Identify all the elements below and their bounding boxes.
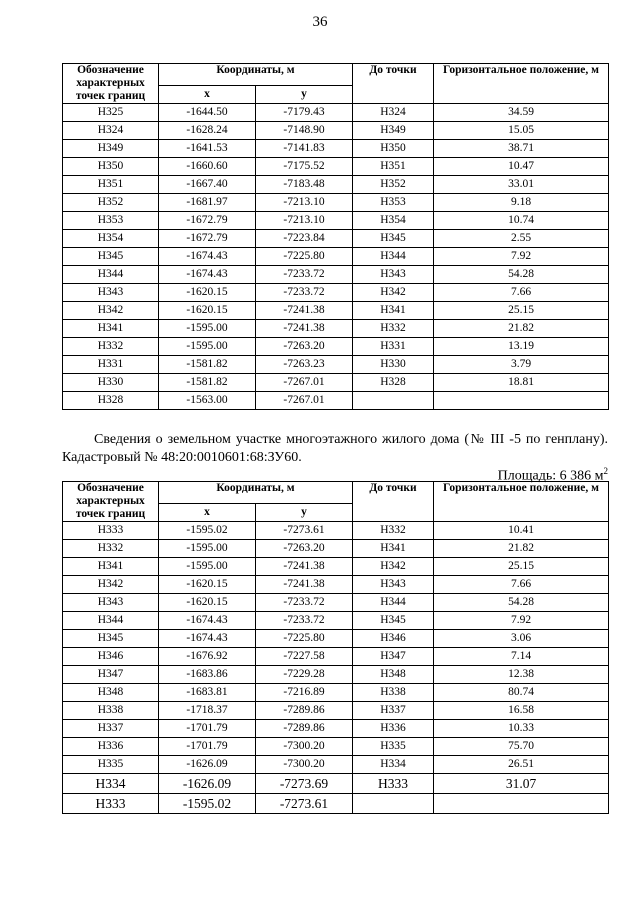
to-point-cell: Н335 — [353, 738, 434, 756]
header-horizontal: Горизонтальное положение, м — [434, 482, 609, 522]
distance-cell: 10.41 — [434, 522, 609, 540]
table-row — [63, 774, 609, 794]
point-cell: Н349 — [63, 140, 159, 158]
distance-cell: 10.33 — [434, 720, 609, 738]
y-cell: -7241.38 — [256, 558, 353, 576]
header-horizontal: Горизонтальное положение, м — [434, 64, 609, 104]
x-cell: -1595.00 — [159, 338, 256, 356]
table-row — [63, 720, 609, 738]
y-cell: -7175.52 — [256, 158, 353, 176]
point-cell: Н336 — [63, 738, 159, 756]
to-point-cell: Н331 — [353, 338, 434, 356]
to-point-cell: Н352 — [353, 176, 434, 194]
distance-cell — [434, 794, 609, 814]
x-cell: -1595.00 — [159, 320, 256, 338]
y-cell: -7263.20 — [256, 540, 353, 558]
to-point-cell: Н348 — [353, 666, 434, 684]
x-cell: -1620.15 — [159, 284, 256, 302]
to-point-cell: Н346 — [353, 630, 434, 648]
header-x: x — [159, 85, 256, 103]
distance-cell: 3.79 — [434, 356, 609, 374]
distance-cell: 2.55 — [434, 230, 609, 248]
y-cell: -7225.80 — [256, 630, 353, 648]
point-cell: Н344 — [63, 612, 159, 630]
y-cell: -7273.61 — [256, 522, 353, 540]
y-cell: -7241.38 — [256, 320, 353, 338]
table-row — [63, 522, 609, 540]
table-row — [63, 302, 609, 320]
table-row — [63, 558, 609, 576]
distance-cell: 34.59 — [434, 104, 609, 122]
distance-cell: 18.81 — [434, 374, 609, 392]
distance-cell: 13.19 — [434, 338, 609, 356]
point-cell: Н345 — [63, 630, 159, 648]
y-cell: -7289.86 — [256, 702, 353, 720]
x-cell: -1674.43 — [159, 248, 256, 266]
x-cell: -1681.97 — [159, 194, 256, 212]
table-row — [63, 212, 609, 230]
to-point-cell: Н342 — [353, 558, 434, 576]
to-point-cell: Н330 — [353, 356, 434, 374]
x-cell: -1683.81 — [159, 684, 256, 702]
table-row — [63, 576, 609, 594]
table-row — [63, 248, 609, 266]
to-point-cell: Н350 — [353, 140, 434, 158]
x-cell: -1701.79 — [159, 720, 256, 738]
table-row — [63, 266, 609, 284]
distance-cell: 16.58 — [434, 702, 609, 720]
x-cell: -1595.02 — [159, 522, 256, 540]
point-cell: Н341 — [63, 558, 159, 576]
table-row — [63, 612, 609, 630]
distance-cell: 7.14 — [434, 648, 609, 666]
y-cell: -7263.20 — [256, 338, 353, 356]
table-row — [63, 284, 609, 302]
point-cell: Н346 — [63, 648, 159, 666]
y-cell: -7267.01 — [256, 392, 353, 410]
distance-cell: 7.66 — [434, 284, 609, 302]
to-point-cell: Н343 — [353, 576, 434, 594]
x-cell: -1644.50 — [159, 104, 256, 122]
x-cell: -1581.82 — [159, 374, 256, 392]
distance-cell: 25.15 — [434, 558, 609, 576]
y-cell: -7229.28 — [256, 666, 353, 684]
boundary-points-table-1 — [62, 63, 609, 410]
table-row — [63, 374, 609, 392]
point-cell: Н330 — [63, 374, 159, 392]
x-cell: -1595.00 — [159, 540, 256, 558]
y-cell: -7263.23 — [256, 356, 353, 374]
point-cell: Н325 — [63, 104, 159, 122]
x-cell: -1563.00 — [159, 392, 256, 410]
x-cell: -1674.43 — [159, 630, 256, 648]
distance-cell: 10.74 — [434, 212, 609, 230]
y-cell: -7148.90 — [256, 122, 353, 140]
table-row — [63, 794, 609, 814]
y-cell: -7233.72 — [256, 266, 353, 284]
to-point-cell — [353, 794, 434, 814]
y-cell: -7227.58 — [256, 648, 353, 666]
distance-cell: 75.70 — [434, 738, 609, 756]
to-point-cell: Н343 — [353, 266, 434, 284]
point-cell: Н352 — [63, 194, 159, 212]
distance-cell: 7.92 — [434, 248, 609, 266]
y-cell: -7141.83 — [256, 140, 353, 158]
x-cell: -1660.60 — [159, 158, 256, 176]
to-point-cell: Н334 — [353, 756, 434, 774]
distance-cell: 25.15 — [434, 302, 609, 320]
to-point-cell: Н333 — [353, 774, 434, 794]
y-cell: -7223.84 — [256, 230, 353, 248]
to-point-cell: Н341 — [353, 540, 434, 558]
y-cell: -7300.20 — [256, 738, 353, 756]
to-point-cell: Н332 — [353, 320, 434, 338]
x-cell: -1595.02 — [159, 794, 256, 814]
distance-cell: 9.18 — [434, 194, 609, 212]
y-cell: -7273.61 — [256, 794, 353, 814]
header-coordinates: Координаты, м — [159, 482, 353, 504]
distance-cell: 7.92 — [434, 612, 609, 630]
x-cell: -1626.09 — [159, 756, 256, 774]
x-cell: -1641.53 — [159, 140, 256, 158]
x-cell: -1683.86 — [159, 666, 256, 684]
table-row — [63, 230, 609, 248]
to-point-cell: Н332 — [353, 522, 434, 540]
to-point-cell: Н338 — [353, 684, 434, 702]
x-cell: -1676.92 — [159, 648, 256, 666]
to-point-cell: Н349 — [353, 122, 434, 140]
y-cell: -7241.38 — [256, 302, 353, 320]
y-cell: -7241.38 — [256, 576, 353, 594]
y-cell: -7213.10 — [256, 194, 353, 212]
point-cell: Н334 — [63, 774, 159, 794]
y-cell: -7213.10 — [256, 212, 353, 230]
x-cell: -1672.79 — [159, 230, 256, 248]
header-y: y — [256, 85, 353, 103]
distance-cell: 12.38 — [434, 666, 609, 684]
header-designation: Обозначение характерных точек границ — [63, 64, 159, 104]
distance-cell: 80.74 — [434, 684, 609, 702]
point-cell: Н328 — [63, 392, 159, 410]
y-cell: -7300.20 — [256, 756, 353, 774]
header-x: x — [159, 503, 256, 521]
header-designation: Обозначение характерных точек границ — [63, 482, 159, 522]
point-cell: Н344 — [63, 266, 159, 284]
x-cell: -1620.15 — [159, 594, 256, 612]
distance-cell: 10.47 — [434, 158, 609, 176]
y-cell: -7267.01 — [256, 374, 353, 392]
table-2-body — [63, 522, 609, 814]
x-cell: -1581.82 — [159, 356, 256, 374]
table-row — [63, 320, 609, 338]
boundary-points-table-2 — [62, 481, 609, 814]
area-unit-superscript: 2 — [603, 466, 608, 476]
table-row — [63, 392, 609, 410]
x-cell: -1667.40 — [159, 176, 256, 194]
distance-cell: 21.82 — [434, 320, 609, 338]
point-cell: Н332 — [63, 540, 159, 558]
to-point-cell: Н342 — [353, 284, 434, 302]
point-cell: Н331 — [63, 356, 159, 374]
distance-cell: 26.51 — [434, 756, 609, 774]
x-cell: -1628.24 — [159, 122, 256, 140]
y-cell: -7233.72 — [256, 284, 353, 302]
table-1-body — [63, 104, 609, 410]
page-number: 36 — [312, 14, 328, 30]
table-row — [63, 140, 609, 158]
to-point-cell: Н351 — [353, 158, 434, 176]
to-point-cell: Н344 — [353, 594, 434, 612]
table-row — [63, 122, 609, 140]
table-row — [63, 666, 609, 684]
x-cell: -1718.37 — [159, 702, 256, 720]
to-point-cell: Н345 — [353, 612, 434, 630]
point-cell: Н354 — [63, 230, 159, 248]
header-to-point: До точки — [353, 482, 434, 522]
point-cell: Н343 — [63, 594, 159, 612]
to-point-cell: Н328 — [353, 374, 434, 392]
table-row — [63, 630, 609, 648]
distance-cell — [434, 392, 609, 410]
point-cell: Н348 — [63, 684, 159, 702]
table-row — [63, 738, 609, 756]
x-cell: -1620.15 — [159, 302, 256, 320]
distance-cell: 31.07 — [434, 774, 609, 794]
x-cell: -1672.79 — [159, 212, 256, 230]
y-cell: -7289.86 — [256, 720, 353, 738]
point-cell: Н335 — [63, 756, 159, 774]
point-cell: Н353 — [63, 212, 159, 230]
point-cell: Н337 — [63, 720, 159, 738]
distance-cell: 54.28 — [434, 266, 609, 284]
point-cell: Н347 — [63, 666, 159, 684]
y-cell: -7179.43 — [256, 104, 353, 122]
point-cell: Н342 — [63, 302, 159, 320]
point-cell: Н351 — [63, 176, 159, 194]
table-row — [63, 684, 609, 702]
distance-cell: 38.71 — [434, 140, 609, 158]
point-cell: Н333 — [63, 794, 159, 814]
to-point-cell: Н344 — [353, 248, 434, 266]
x-cell: -1674.43 — [159, 612, 256, 630]
point-cell: Н345 — [63, 248, 159, 266]
table-row — [63, 756, 609, 774]
header-coordinates: Координаты, м — [159, 64, 353, 86]
table-row — [63, 104, 609, 122]
table-row — [63, 648, 609, 666]
y-cell: -7273.69 — [256, 774, 353, 794]
to-point-cell: Н347 — [353, 648, 434, 666]
area-value: Площадь: 6 386 м — [497, 468, 604, 484]
table-row — [63, 594, 609, 612]
x-cell: -1620.15 — [159, 576, 256, 594]
land-plot-description: Сведения о земельном участке многоэтажного жилого дома (№ III -5 по генплану). Кадастровый № 48:20:0010601:68:ЗУ60. — [62, 432, 608, 465]
point-cell: Н342 — [63, 576, 159, 594]
point-cell: Н338 — [63, 702, 159, 720]
table-row — [63, 702, 609, 720]
y-cell: -7183.48 — [256, 176, 353, 194]
y-cell: -7233.72 — [256, 594, 353, 612]
to-point-cell: Н345 — [353, 230, 434, 248]
distance-cell: 7.66 — [434, 576, 609, 594]
header-to-point: До точки — [353, 64, 434, 104]
y-cell: -7225.80 — [256, 248, 353, 266]
table-row — [63, 194, 609, 212]
distance-cell: 21.82 — [434, 540, 609, 558]
x-cell: -1595.00 — [159, 558, 256, 576]
table-row — [63, 176, 609, 194]
x-cell: -1674.43 — [159, 266, 256, 284]
to-point-cell: Н337 — [353, 702, 434, 720]
point-cell: Н341 — [63, 320, 159, 338]
table-row — [63, 338, 609, 356]
distance-cell: 3.06 — [434, 630, 609, 648]
x-cell: -1626.09 — [159, 774, 256, 794]
y-cell: -7233.72 — [256, 612, 353, 630]
point-cell: Н343 — [63, 284, 159, 302]
table-row — [63, 540, 609, 558]
to-point-cell: Н354 — [353, 212, 434, 230]
header-y: y — [256, 503, 353, 521]
x-cell: -1701.79 — [159, 738, 256, 756]
to-point-cell: Н336 — [353, 720, 434, 738]
distance-cell: 54.28 — [434, 594, 609, 612]
point-cell: Н333 — [63, 522, 159, 540]
to-point-cell: Н341 — [353, 302, 434, 320]
distance-cell: 15.05 — [434, 122, 609, 140]
point-cell: Н324 — [63, 122, 159, 140]
to-point-cell — [353, 392, 434, 410]
distance-cell: 33.01 — [434, 176, 609, 194]
table-row — [63, 356, 609, 374]
y-cell: -7216.89 — [256, 684, 353, 702]
point-cell: Н332 — [63, 338, 159, 356]
to-point-cell: Н353 — [353, 194, 434, 212]
point-cell: Н350 — [63, 158, 159, 176]
to-point-cell: Н324 — [353, 104, 434, 122]
table-row — [63, 158, 609, 176]
